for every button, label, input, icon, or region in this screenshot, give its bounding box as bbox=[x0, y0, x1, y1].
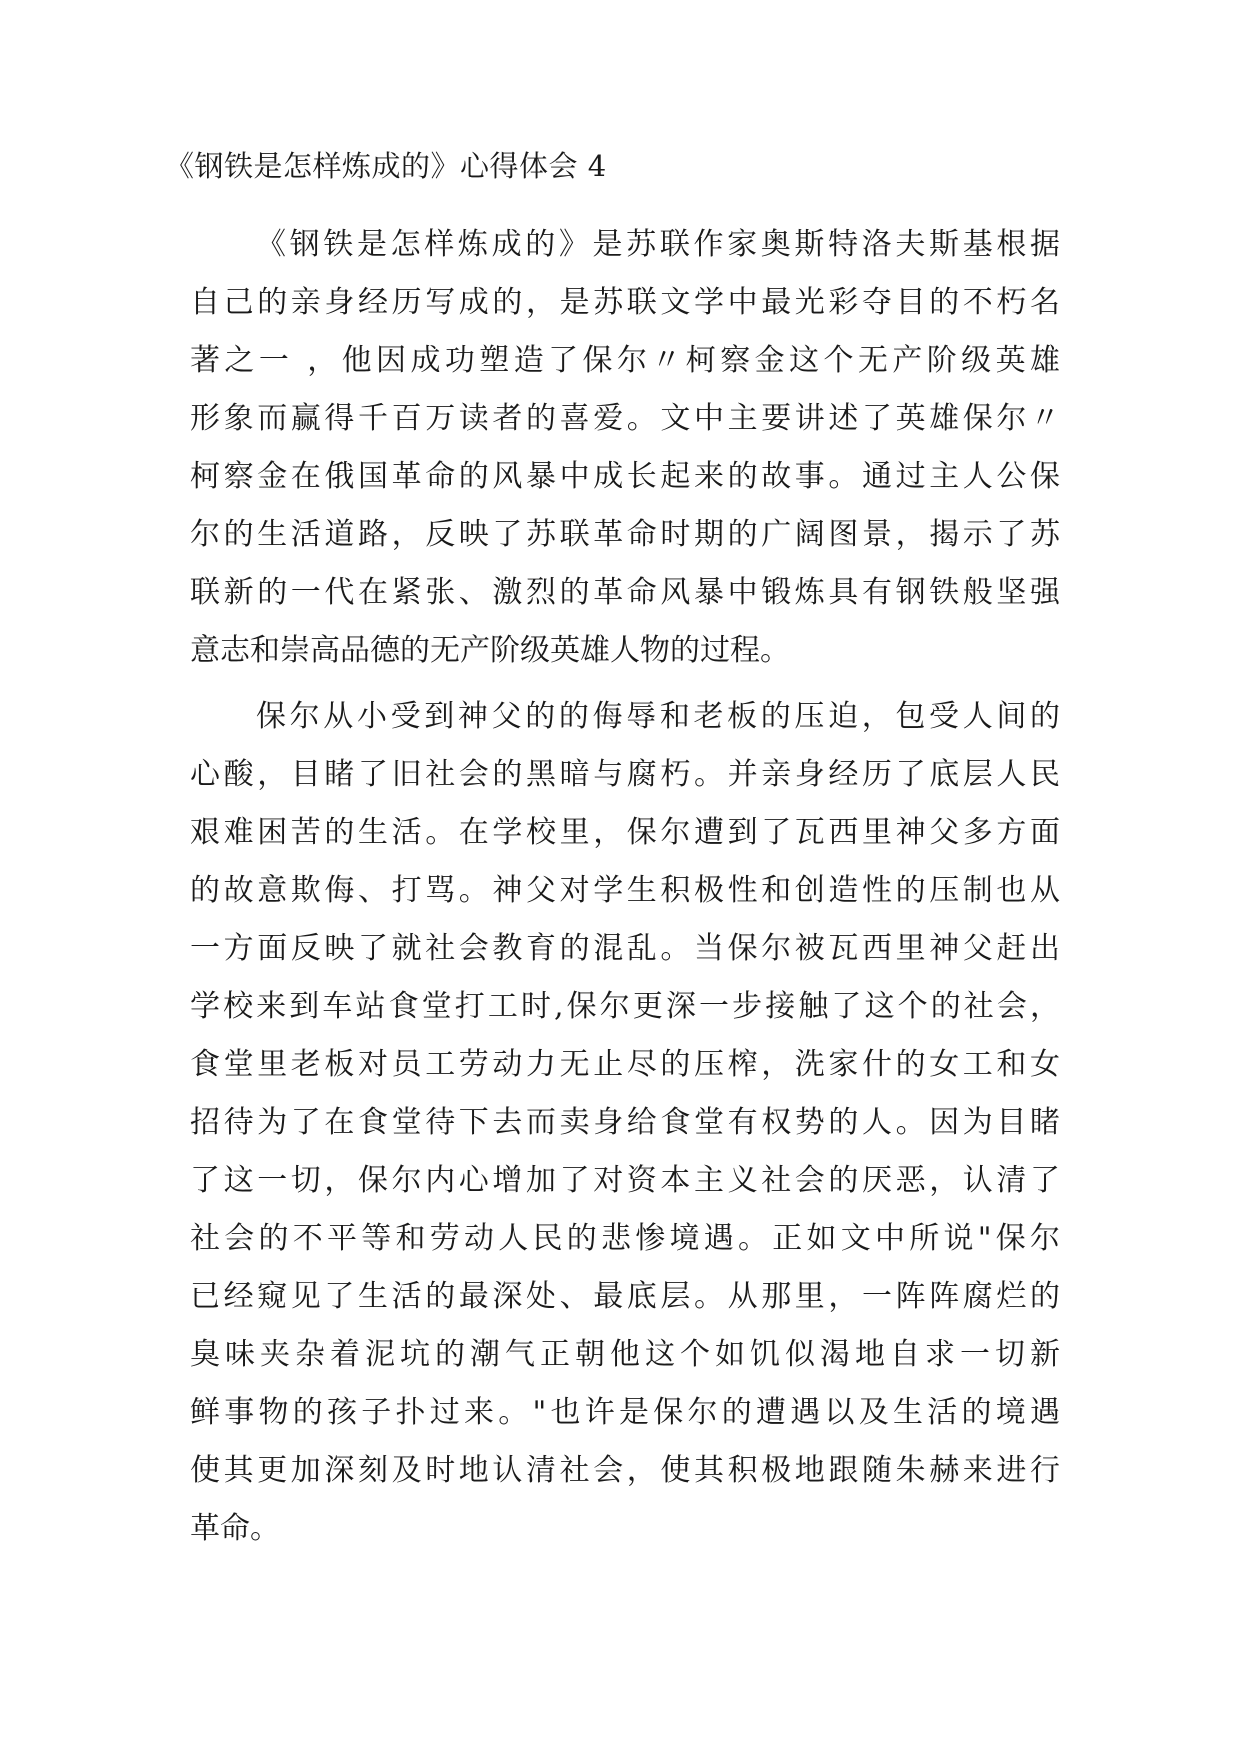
paragraph-line: 柯察金在俄国革命的风暴中成长起来的故事。通过主人公保 bbox=[190, 459, 1060, 494]
paragraph-line: 使其更加深刻及时地认清社会，使其积极地跟随朱赫来进行 bbox=[190, 1453, 1060, 1488]
paragraph-line: 自己的亲身经历写成的，是苏联文学中最光彩夺目的不朽名 bbox=[190, 285, 1060, 320]
document-body bbox=[190, 216, 1060, 1558]
paragraph-line: 尔的生活道路，反映了苏联革命时期的广阔图景，揭示了苏 bbox=[190, 517, 1060, 552]
paragraph-line: 联新的一代在紧张、激烈的革命风暴中锻炼具有钢铁般坚强 bbox=[190, 575, 1060, 610]
paragraph-1 bbox=[190, 216, 1060, 680]
paragraph-line: 社会的不平等和劳动人民的悲惨境遇。正如文中所说"保尔 bbox=[190, 1221, 1060, 1256]
paragraph-line: 鲜事物的孩子扑过来。"也许是保尔的遭遇以及生活的境遇 bbox=[190, 1395, 1060, 1430]
document-title: 《钢铁是怎样炼成的》心得体会 4 bbox=[165, 149, 607, 183]
paragraph-line: 了这一切，保尔内心增加了对资本主义社会的厌恶，认清了 bbox=[190, 1163, 1060, 1198]
paragraph-line: 食堂里老板对员工劳动力无止尽的压榨，洗家什的女工和女 bbox=[190, 1047, 1060, 1082]
paragraph-line: 《钢铁是怎样炼成的》是苏联作家奥斯特洛夫斯基根据 bbox=[256, 227, 1060, 262]
paragraph-line: 形象而赢得千百万读者的喜爱。文中主要讲述了英雄保尔〃 bbox=[190, 401, 1060, 436]
paragraph-line: 已经窥见了生活的最深处、最底层。从那里，一阵阵腐烂的 bbox=[190, 1279, 1060, 1314]
paragraph-line: 心酸，目睹了旧社会的黑暗与腐朽。并亲身经历了底层人民 bbox=[190, 757, 1060, 792]
paragraph-line: 一方面反映了就社会教育的混乱。当保尔被瓦西里神父赶出 bbox=[190, 931, 1060, 966]
paragraph-line: 学校来到车站食堂打工时,保尔更深一步接触了这个的社会， bbox=[190, 989, 1060, 1024]
paragraph-2 bbox=[190, 688, 1060, 1558]
paragraph-line: 臭味夹杂着泥坑的潮气正朝他这个如饥似渴地自求一切新 bbox=[190, 1337, 1060, 1372]
paragraph-spacer bbox=[190, 680, 1060, 688]
paragraph-line: 革命。 bbox=[190, 1511, 280, 1546]
paragraph-line: 艰难困苦的生活。在学校里，保尔遭到了瓦西里神父多方面 bbox=[190, 815, 1060, 850]
paragraph-line: 保尔从小受到神父的的侮辱和老板的压迫，包受人间的 bbox=[256, 699, 1060, 734]
paragraph-line: 的故意欺侮、打骂。神父对学生积极性和创造性的压制也从 bbox=[190, 873, 1060, 908]
paragraph-line: 著之一 ，他因成功塑造了保尔〃柯察金这个无产阶级英雄 bbox=[190, 343, 1060, 378]
paragraph-line: 意志和崇高品德的无产阶级英雄人物的过程。 bbox=[190, 633, 790, 668]
paragraph-line: 招待为了在食堂待下去而卖身给食堂有权势的人。因为目睹 bbox=[190, 1105, 1060, 1140]
